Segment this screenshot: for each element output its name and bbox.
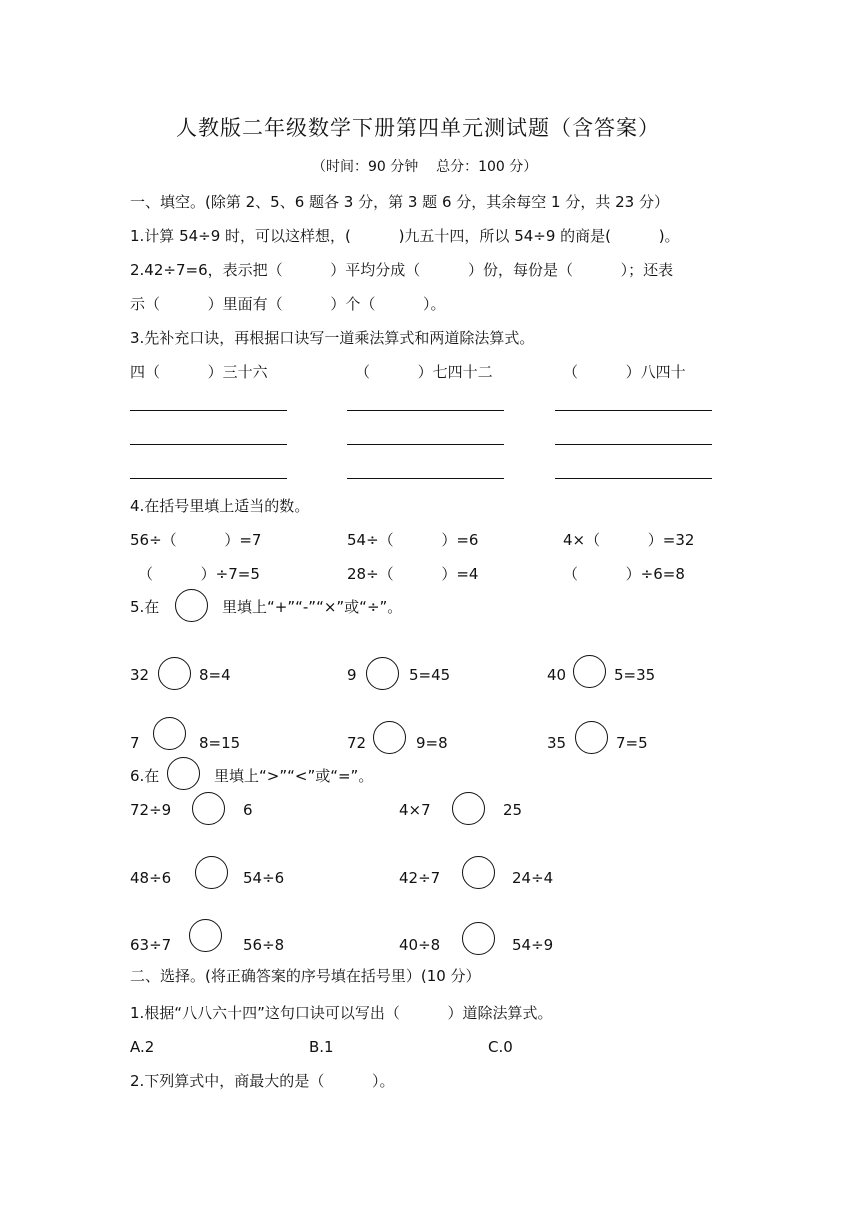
q1-5-prefix: 5.在 [130,598,160,616]
operator-circle[interactable] [573,655,606,688]
q6-left: 4×7 [399,801,431,819]
q6-right: 54÷6 [243,869,285,887]
q1-6-suffix: 里填上“>”“<”或“=”。 [214,767,374,785]
operator-circle[interactable] [575,721,608,754]
compare-circle[interactable] [189,919,222,952]
q2-2-text: 2.下列算式中，商最大的是（ ）。 [130,1072,395,1090]
q5-right: 5=45 [409,666,451,684]
q1-4-item: 54÷（ ）=6 [347,531,479,549]
q6-left: 40÷8 [399,936,441,954]
q2-1-option-b[interactable]: B.1 [309,1038,334,1056]
q1-2-line1: 2.42÷7=6，表示把（ ）平均分成（ ）份，每份是（ ）；还表 [130,261,674,279]
q5-right: 5=35 [614,666,656,684]
section2-heading: 二、选择。(将正确答案的序号填在括号里）(10 分） [130,967,481,985]
q1-4-item: （ ）÷6=8 [563,565,685,583]
q1-4-item: 28÷（ ）=4 [347,565,479,583]
example-circle [167,757,200,790]
q6-left: 42÷7 [399,869,441,887]
answer-line[interactable] [347,444,504,445]
operator-circle[interactable] [373,721,406,754]
q5-right: 8=15 [199,734,241,752]
q6-left: 48÷6 [130,869,172,887]
compare-circle[interactable] [195,856,228,889]
q5-right: 7=5 [616,734,648,752]
q1-4-item: 56÷（ ）=7 [130,531,262,549]
answer-line[interactable] [555,410,712,411]
q2-1-text: 1.根据“八八六十四”这句口诀可以写出（ ）道除法算式。 [130,1004,553,1022]
q1-4-item: 4×（ ）=32 [563,531,695,549]
answer-line[interactable] [130,410,287,411]
q5-right: 9=8 [416,734,448,752]
compare-circle[interactable] [462,922,495,955]
answer-line[interactable] [347,478,504,479]
q1-3-text: 3.先补充口诀，再根据口诀写一道乘法算式和两道除法算式。 [130,329,535,347]
compare-circle[interactable] [192,792,225,825]
compare-circle[interactable] [462,856,495,889]
q6-left: 63÷7 [130,936,172,954]
q5-left: 32 [130,666,150,684]
q1-4-text: 4.在括号里填上适当的数。 [130,497,310,515]
q1-6-prefix: 6.在 [130,767,160,785]
q6-right: 56÷8 [243,936,285,954]
q6-left: 72÷9 [130,801,172,819]
answer-line[interactable] [130,478,287,479]
operator-circle[interactable] [158,657,191,690]
q5-left: 7 [130,734,140,752]
section1-heading: 一、填空。(除第 2、5、6 题各 3 分，第 3 题 6 分，其余每空 1 分，共 23 分） [130,193,669,211]
q2-1-option-a[interactable]: A.2 [130,1038,155,1056]
q6-right: 6 [243,801,253,819]
q2-1-option-c[interactable]: C.0 [488,1038,513,1056]
answer-line[interactable] [555,478,712,479]
page-subtitle: （时间：90 分钟 总分：100 分） [312,159,538,175]
example-circle [175,589,208,622]
answer-line[interactable] [347,410,504,411]
operator-circle[interactable] [153,717,186,750]
q1-5-suffix: 里填上“+”“-”“×”或“÷”。 [222,598,403,616]
q5-left: 72 [347,734,367,752]
q1-3-item: 四（ ）三十六 [130,363,268,381]
answer-line[interactable] [130,444,287,445]
q5-right: 8=4 [199,666,231,684]
q1-4-item: （ ）÷7=5 [138,565,260,583]
compare-circle[interactable] [452,792,485,825]
q1-1-text: 1.计算 54÷9 时，可以这样想，( )九五十四，所以 54÷9 的商是( )。 [130,227,680,245]
q1-2-line2: 示（ ）里面有（ ）个（ ）。 [130,295,446,313]
answer-line[interactable] [555,444,712,445]
q6-right: 54÷9 [512,936,554,954]
q5-left: 9 [347,666,357,684]
q6-right: 25 [503,801,523,819]
page-title: 人教版二年级数学下册第四单元测试题（含答案） [176,116,660,140]
q5-left: 40 [547,666,567,684]
q1-3-item: （ ）七四十二 [355,363,493,381]
q6-right: 24÷4 [512,869,554,887]
q1-3-item: （ ）八四十 [563,363,686,381]
operator-circle[interactable] [366,657,399,690]
q5-left: 35 [547,734,567,752]
